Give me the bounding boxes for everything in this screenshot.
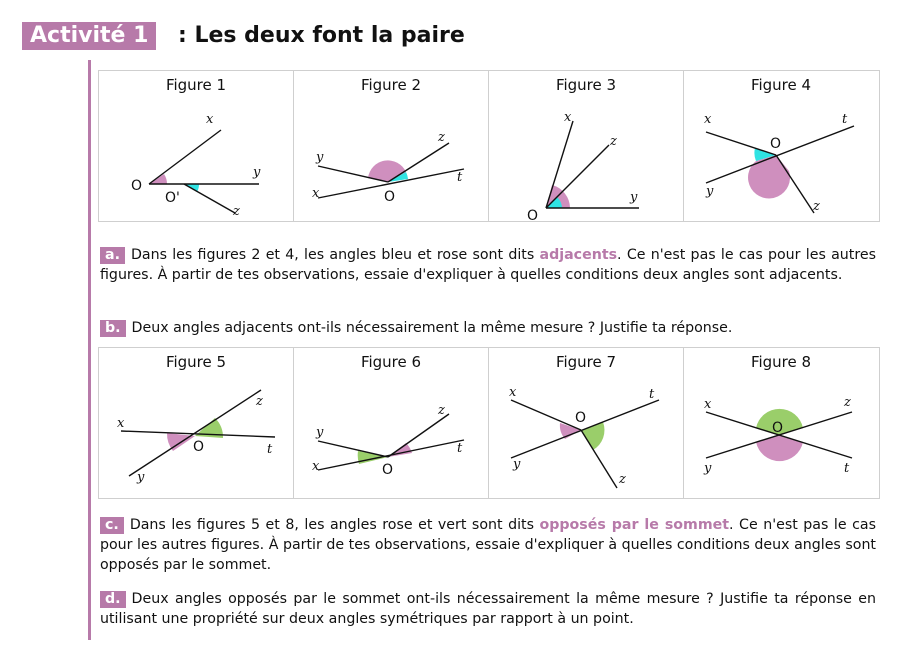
figure-6	[294, 348, 489, 498]
label: x	[117, 416, 125, 431]
question-d-badge: d.	[100, 591, 126, 608]
label: t	[842, 112, 848, 127]
label: t	[457, 441, 463, 456]
label: x	[312, 186, 320, 201]
figure-2	[294, 71, 489, 221]
label: y	[316, 150, 324, 165]
figure-caption: Figure 3	[555, 76, 617, 94]
label: y	[704, 461, 712, 476]
figure-caption: Figure 4	[750, 76, 812, 94]
figure-7-drawing	[489, 348, 683, 498]
label: z	[438, 130, 445, 145]
figure-6-drawing	[294, 348, 488, 498]
label: z	[619, 472, 626, 487]
label: t	[649, 387, 655, 402]
figure-7	[489, 348, 684, 498]
label: y	[137, 470, 145, 485]
label: z	[233, 204, 240, 219]
label: x	[564, 110, 572, 125]
label: x	[509, 385, 517, 400]
figure-caption: Figure 2	[360, 76, 422, 94]
label: y	[316, 425, 324, 440]
figure-caption: Figure 5	[165, 353, 227, 371]
pink-angle	[756, 435, 803, 461]
figure-caption: Figure 6	[360, 353, 422, 371]
figure-table-bottom	[98, 347, 880, 499]
label: O	[575, 410, 587, 426]
question-a-badge: a.	[100, 247, 125, 264]
figure-2-drawing	[294, 71, 488, 221]
label: z	[813, 199, 820, 214]
question-d: d. Deux angles opposés par le sommet ont-ils nécessairement la même mesure ? Justifie ta réponse en utilisant une propriété sur deux angles symétriques par rapport à un point.	[100, 591, 876, 627]
figure-3	[489, 71, 684, 221]
label: x	[312, 459, 320, 474]
label: O	[527, 208, 539, 221]
figure-5-drawing	[99, 348, 293, 498]
label: t	[457, 170, 463, 185]
figure-caption: Figure 8	[750, 353, 812, 371]
question-c-badge: c.	[100, 517, 124, 534]
label: y	[253, 165, 261, 180]
figure-table-top	[98, 70, 880, 222]
pink-angle	[748, 155, 790, 198]
question-a: a. Dans les figures 2 et 4, les angles bleu et rose sont dits adjacents. Ce n'est pas le cas pour les autres figures. À partir de tes observations, essaie d'expliquer à quelles conditions deux angles sont adjacents.	[100, 247, 876, 283]
figure-8-drawing	[684, 348, 878, 498]
page-title: : Les deux font la paire	[178, 23, 465, 48]
label: y	[513, 457, 521, 472]
figure-1-drawing	[99, 71, 293, 221]
label: x	[704, 397, 712, 412]
figure-8	[684, 348, 878, 498]
label: O	[131, 178, 143, 194]
figure-1	[99, 71, 294, 221]
label: z	[610, 134, 617, 149]
label: t	[844, 461, 850, 476]
label: x	[206, 112, 214, 127]
left-rule	[88, 60, 91, 640]
figure-5	[99, 348, 294, 498]
question-b: b. Deux angles adjacents ont-ils nécessairement la même mesure ? Justifie ta réponse.	[100, 318, 876, 338]
figure-4-drawing	[684, 71, 878, 221]
label: z	[438, 403, 445, 418]
label: t	[267, 442, 273, 457]
figure-4	[684, 71, 878, 221]
question-c: c. Dans les figures 5 et 8, les angles rose et vert sont dits opposés par le sommet. Ce n'est pas le cas pour les autres figures. À partir de tes observations, essaie d'expliquer à quelles conditions deux angles sont opposés par le sommet.	[100, 517, 876, 573]
figure-caption: Figure 7	[555, 353, 617, 371]
label: y	[630, 190, 638, 205]
label: O	[384, 189, 396, 205]
question-b-badge: b.	[100, 320, 126, 337]
label: y	[706, 184, 714, 199]
label: z	[256, 394, 263, 409]
label: x	[704, 112, 712, 127]
label: O	[382, 462, 394, 478]
figure-caption: Figure 1	[165, 76, 227, 94]
label: O	[193, 439, 205, 455]
label: O	[770, 136, 782, 152]
label: O'	[165, 190, 180, 206]
label: z	[844, 395, 851, 410]
figure-3-drawing	[489, 71, 683, 221]
activity-badge: Activité 1	[22, 22, 156, 50]
label: O	[772, 420, 784, 436]
